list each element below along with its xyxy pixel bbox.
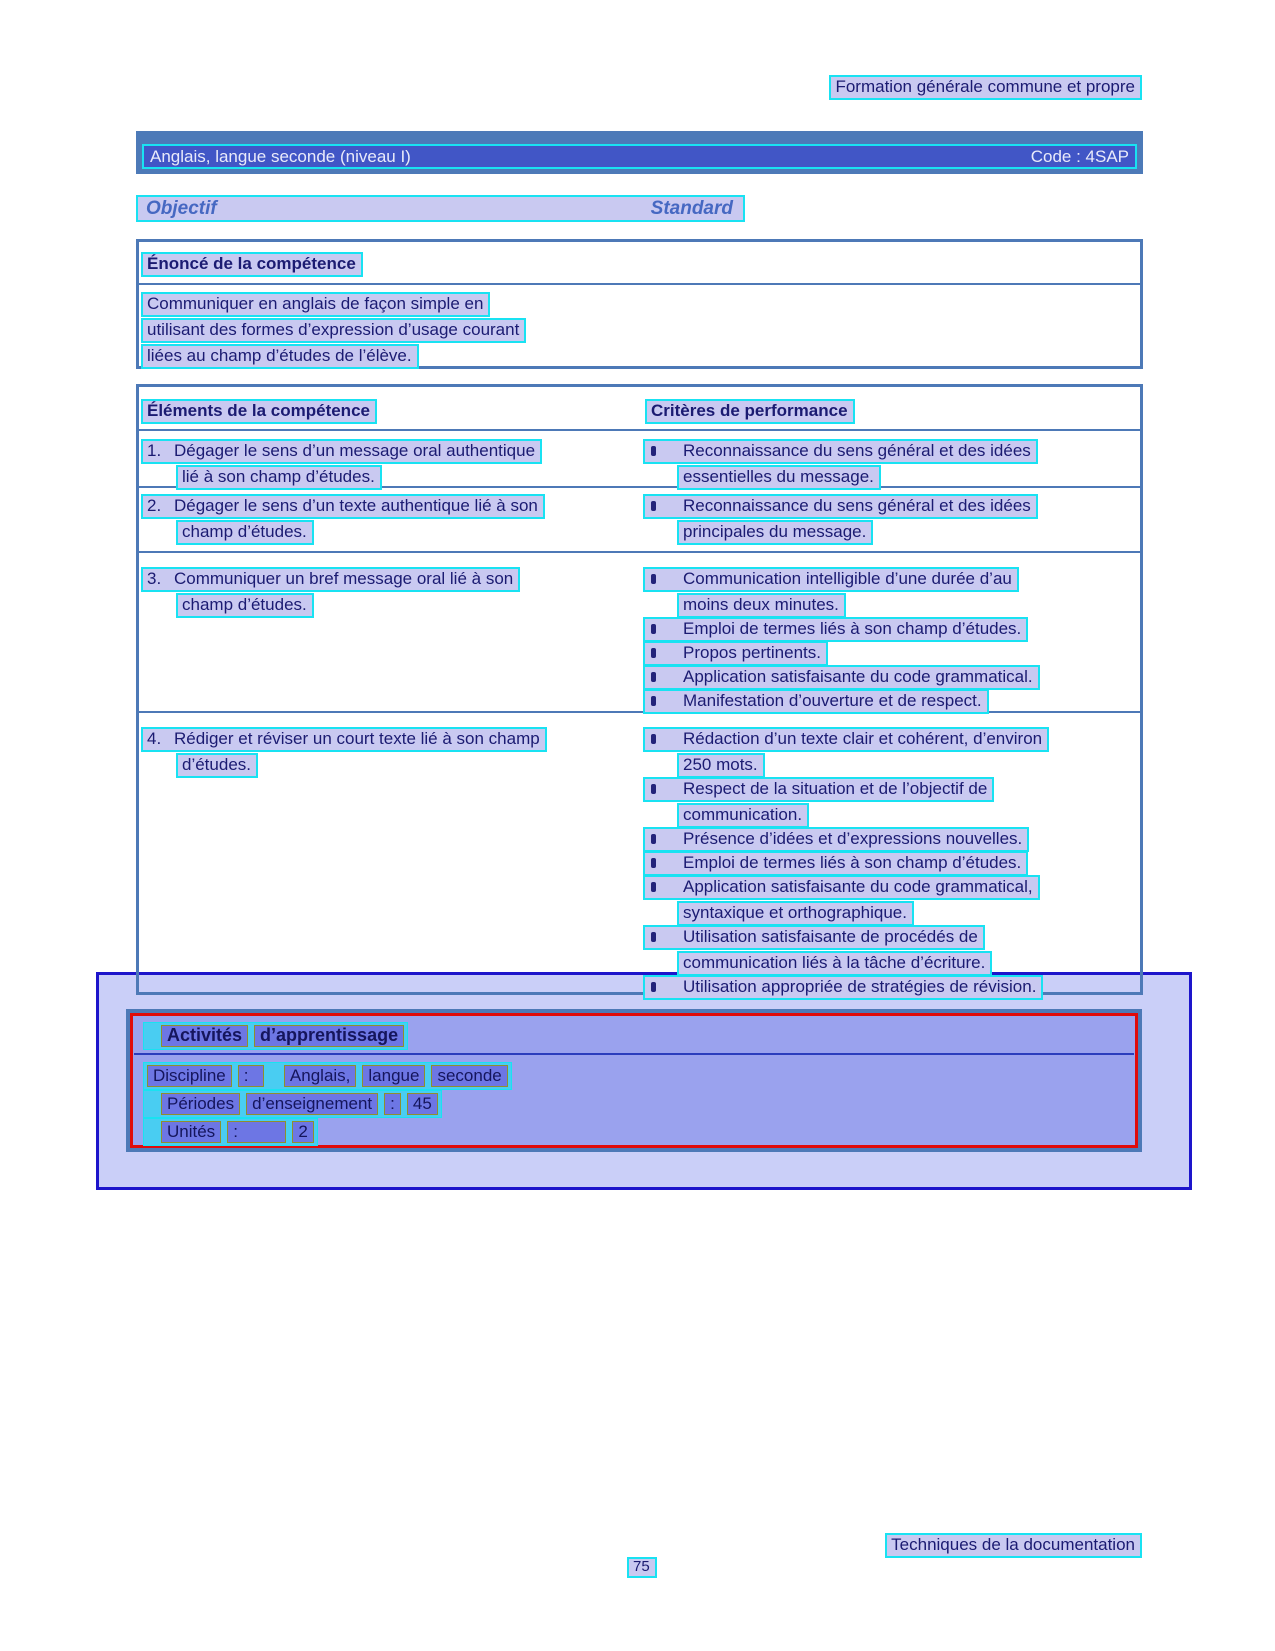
bullet-icon — [651, 446, 656, 456]
critere-line — [643, 875, 1040, 900]
element-line — [176, 593, 314, 618]
text-content: communication. — [683, 805, 803, 824]
list-number: 1. — [147, 441, 162, 460]
standard-heading: Standard — [650, 197, 733, 219]
text-content: utilisant des formes d’expression d’usage courant — [147, 320, 520, 339]
word-highlight: Anglais, — [284, 1065, 356, 1087]
word-highlight: Activités — [161, 1025, 248, 1047]
text-content: Présence d’idées et d’expressions nouvelles. — [683, 829, 1023, 848]
course-title: Anglais, langue seconde (niveau I) — [150, 146, 411, 166]
word-highlight: : — [227, 1121, 286, 1143]
objectif-standard-strip — [136, 195, 745, 222]
list-number: 4. — [147, 729, 162, 748]
text-content: champ d’études. — [182, 595, 307, 614]
text-content: Rédiger et réviser un court texte lié à son champ — [174, 729, 540, 748]
criteres-header: Critères de performance — [645, 399, 855, 424]
text-content: liées au champ d’études de l’élève. — [147, 346, 412, 365]
word-highlight: 2 — [292, 1121, 313, 1143]
element-line — [141, 727, 547, 752]
word-highlight: Discipline — [147, 1065, 232, 1087]
activites-title — [143, 1022, 408, 1050]
critere-line — [643, 494, 1038, 519]
word-highlight: Périodes — [161, 1093, 240, 1115]
bullet-icon — [651, 858, 656, 868]
elements-header: Éléments de la compétence — [141, 399, 377, 424]
bullet-icon — [651, 624, 656, 634]
text-content: Utilisation appropriée de stratégies de révision. — [683, 977, 1037, 996]
row-divider — [136, 711, 1143, 713]
word-highlight: Unités — [161, 1121, 221, 1143]
enonce-line — [141, 344, 419, 369]
text-content: Propos pertinents. — [683, 643, 821, 662]
title-bar — [136, 131, 1143, 174]
bullet-icon — [651, 696, 656, 706]
text-content: 250 mots. — [683, 755, 758, 774]
bullet-icon — [651, 501, 656, 511]
title-bar-highlight — [142, 144, 1137, 169]
bullet-icon — [651, 734, 656, 744]
critere-line — [643, 851, 1028, 876]
list-number: 2. — [147, 496, 162, 515]
text-content: Communication intelligible d’une durée d’au — [683, 569, 1012, 588]
bullet-icon — [651, 648, 656, 658]
row-divider — [136, 551, 1143, 553]
course-code: Code : 4SAP — [1030, 146, 1129, 166]
word-highlight: seconde — [431, 1065, 507, 1087]
word-highlight: : — [384, 1093, 401, 1115]
element-line — [176, 520, 314, 545]
critere-line — [677, 951, 992, 976]
list-number: 3. — [147, 569, 162, 588]
text-content: Reconnaissance du sens général et des idées — [683, 441, 1031, 460]
text-content: Communiquer en anglais de façon simple en — [147, 294, 484, 313]
bullet-icon — [651, 784, 656, 794]
critere-line — [643, 567, 1019, 592]
activites-row — [143, 1118, 318, 1146]
enonce-header: Énoncé de la compétence — [141, 252, 363, 277]
critere-line — [643, 827, 1029, 852]
bullet-icon — [651, 834, 656, 844]
word-highlight: d’enseignement — [246, 1093, 378, 1115]
activites-row — [143, 1062, 512, 1090]
footer-program: Techniques de la documentation — [885, 1533, 1142, 1558]
bullet-icon — [651, 882, 656, 892]
text-content: Utilisation satisfaisante de procédés de — [683, 927, 978, 946]
critere-line — [643, 617, 1028, 642]
row-divider — [136, 429, 1143, 431]
critere-line — [677, 593, 846, 618]
critere-line — [677, 465, 881, 490]
enonce-line — [141, 318, 526, 343]
element-line — [176, 465, 382, 490]
enonce-divider — [136, 283, 1143, 285]
critere-line — [643, 925, 985, 950]
text-content: principales du message. — [683, 522, 867, 541]
text-content: communication liés à la tâche d’écriture. — [683, 953, 986, 972]
text-content: moins deux minutes. — [683, 595, 839, 614]
page-number: 75 — [627, 1557, 657, 1578]
text-content: lié à son champ d’études. — [182, 467, 375, 486]
element-line — [141, 494, 545, 519]
text-content: Emploi de termes liés à son champ d’études. — [683, 619, 1022, 638]
text-content: Emploi de termes liés à son champ d’études. — [683, 853, 1022, 872]
word-highlight: d’apprentissage — [254, 1025, 404, 1047]
text-content: Rédaction d’un texte clair et cohérent, d’environ — [683, 729, 1043, 748]
text-content: Application satisfaisante du code grammatical, — [683, 877, 1033, 896]
element-line — [176, 753, 258, 778]
critere-line — [677, 901, 914, 926]
critere-line — [643, 641, 828, 666]
critere-line — [643, 777, 994, 802]
text-content: Dégager le sens d’un message oral authentique — [174, 441, 536, 460]
critere-line — [677, 520, 873, 545]
text-content: Respect de la situation et de l’objectif de — [683, 779, 988, 798]
bullet-icon — [651, 574, 656, 584]
text-content: Reconnaissance du sens général et des idées — [683, 496, 1031, 515]
critere-line — [643, 727, 1049, 752]
word-highlight: 45 — [407, 1093, 438, 1115]
critere-line — [677, 753, 765, 778]
text-content: d’études. — [182, 755, 251, 774]
bullet-icon — [651, 672, 656, 682]
critere-line — [643, 689, 989, 714]
bullet-icon — [651, 982, 656, 992]
bullet-icon — [651, 932, 656, 942]
objectif-heading: Objectif — [146, 197, 217, 219]
text-content: syntaxique et orthographique. — [683, 903, 907, 922]
text-content: Application satisfaisante du code grammatical. — [683, 667, 1033, 686]
activites-divider — [134, 1053, 1134, 1055]
text-content: Dégager le sens d’un texte authentique lié à son — [174, 496, 538, 515]
word-highlight: langue — [362, 1065, 425, 1087]
critere-line — [677, 803, 809, 828]
top-note: Formation générale commune et propre — [829, 75, 1142, 100]
element-line — [141, 439, 542, 464]
text-content: champ d’études. — [182, 522, 307, 541]
critere-line — [643, 665, 1040, 690]
critere-line — [643, 439, 1038, 464]
text-content: essentielles du message. — [683, 467, 874, 486]
text-content: Manifestation d’ouverture et de respect. — [683, 691, 982, 710]
enonce-line — [141, 292, 490, 317]
text-content: Communiquer un bref message oral lié à son — [174, 569, 514, 588]
word-highlight: : — [238, 1065, 264, 1087]
critere-line — [643, 975, 1043, 1000]
element-line — [141, 567, 520, 592]
activites-row — [143, 1090, 442, 1118]
